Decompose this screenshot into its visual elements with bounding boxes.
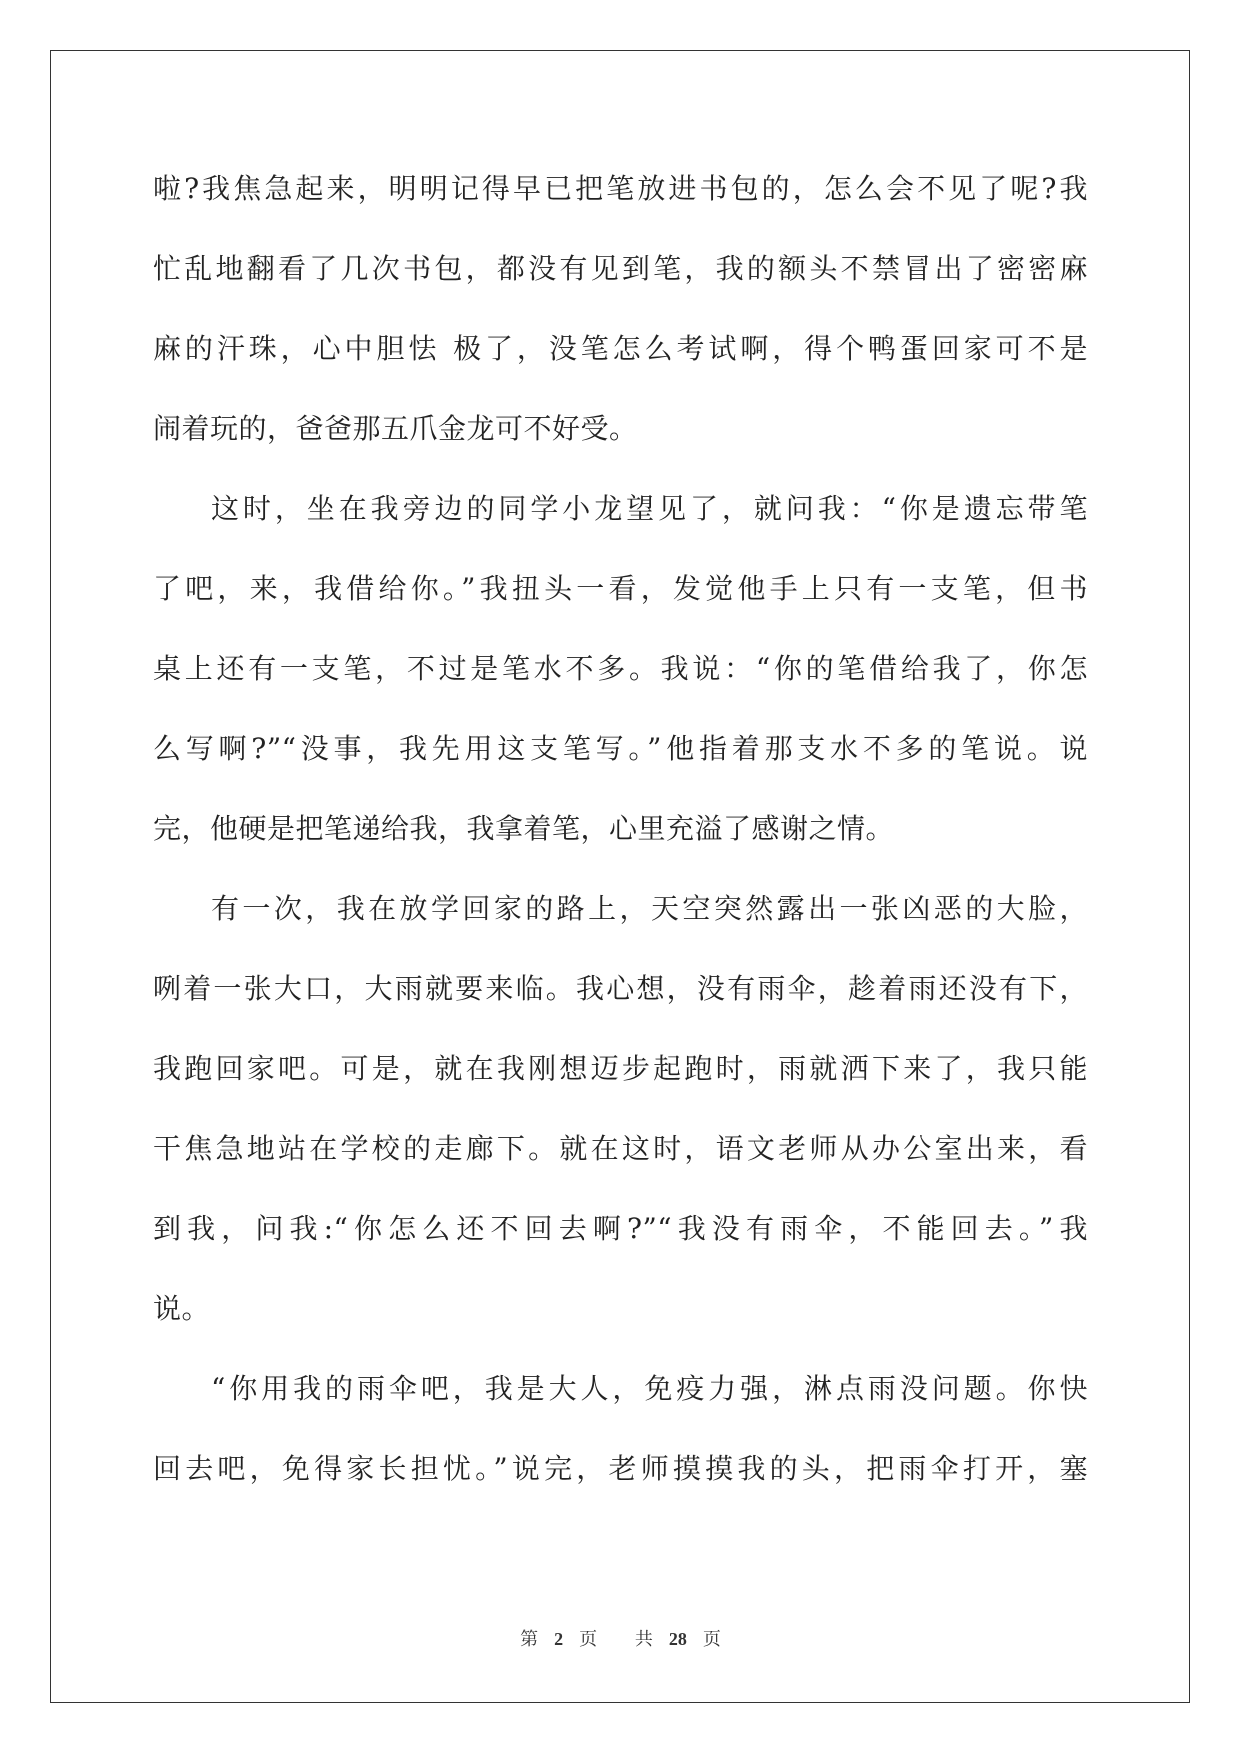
page-footer: [0, 1625, 1241, 1651]
total-suffix: 页: [702, 1629, 721, 1650]
page-number: 2: [554, 1629, 564, 1649]
text-line: 我跑回家吧。可是，就在我刚想迈步起跑时，雨就洒下来了，我只能: [153, 1052, 1088, 1085]
text-line: “你用我的雨伞吧，我是大人，免疫力强，淋点雨没问题。你快: [211, 1372, 1088, 1405]
total-pages: 28: [668, 1629, 687, 1649]
document-body: [153, 149, 1088, 1509]
total-indicator: [627, 1629, 729, 1650]
text-line: 完，他硬是把笔递给我，我拿着笔，心里充溢了感谢之情。: [153, 812, 895, 845]
page-indicator: [512, 1629, 605, 1650]
text-line: 有一次，我在放学回家的路上，天空突然露出一张凶恶的大脸，: [211, 892, 1088, 925]
text-line: 么写啊?”“没事，我先用这支笔写。”他指着那支水不多的笔说。说: [153, 732, 1088, 765]
text-line: 了吧，来，我借给你。”我扭头一看，发觉他手上只有一支笔，但书: [153, 572, 1088, 605]
text-line: 这时，坐在我旁边的同学小龙望见了，就问我：“你是遗忘带笔: [211, 492, 1088, 525]
text-line: 干焦急地站在学校的走廊下。就在这时，语文老师从办公室出来，看: [153, 1132, 1088, 1165]
text-line: 到我，问我:“你怎么还不回去啊?”“我没有雨伞，不能回去。”我: [153, 1212, 1088, 1245]
text-line: 回去吧，免得家长担忧。”说完，老师摸摸我的头，把雨伞打开，塞: [153, 1452, 1088, 1485]
page-prefix: 第: [520, 1629, 539, 1650]
text-line: 说。: [153, 1292, 211, 1325]
text-line: 闹着玩的，爸爸那五爪金龙可不好受。: [153, 412, 638, 445]
text-line: 啦?我焦急起来，明明记得早已把笔放进书包的，怎么会不见了呢?我: [153, 172, 1088, 205]
text-line: 咧着一张大口，大雨就要来临。我心想，没有雨伞，趁着雨还没有下，: [153, 972, 1088, 1005]
total-prefix: 共: [634, 1629, 653, 1650]
page-suffix: 页: [579, 1629, 598, 1650]
text-line: 桌上还有一支笔，不过是笔水不多。我说：“你的笔借给我了，你怎: [153, 652, 1088, 685]
text-line: 麻的汗珠，心中胆怯 极了，没笔怎么考试啊，得个鸭蛋回家可不是: [153, 332, 1088, 365]
text-line: 忙乱地翻看了几次书包，都没有见到笔，我的额头不禁冒出了密密麻: [153, 252, 1088, 285]
